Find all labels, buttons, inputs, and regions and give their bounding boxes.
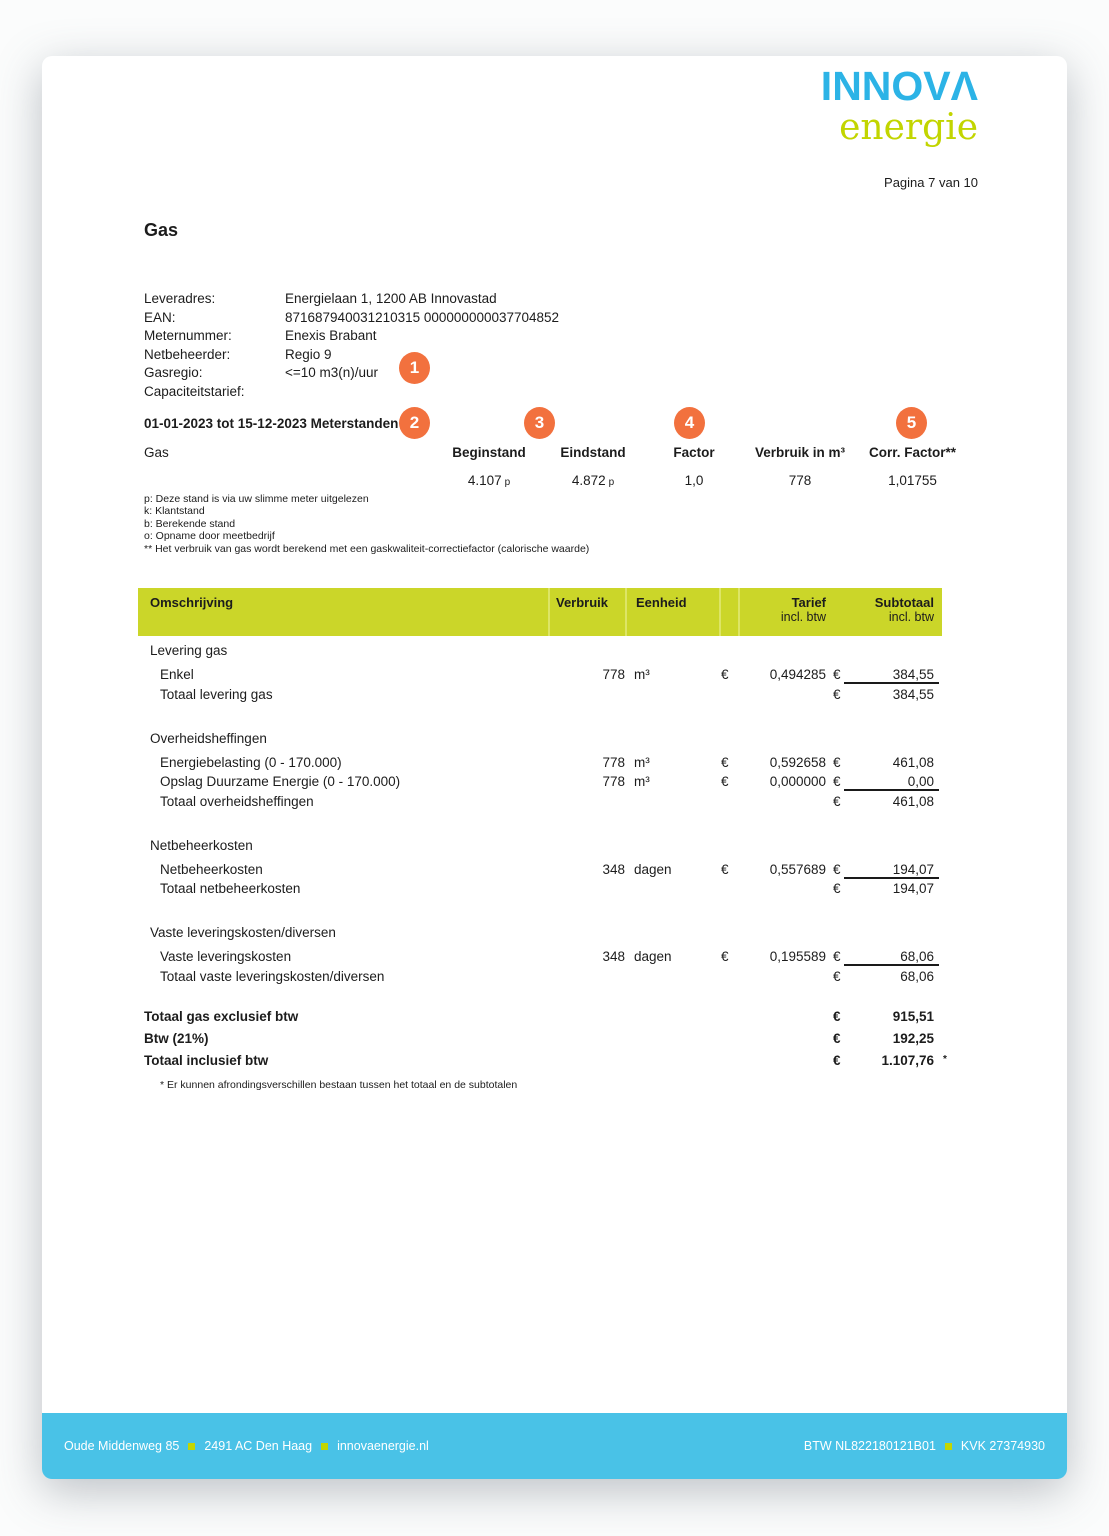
column-header-subtotaal-label: Subtotaal [874,595,934,610]
item-eenheid: dagen [634,949,672,964]
cost-table-body [138,643,948,989]
meter-value [548,471,638,492]
meter-value-suffix: p [504,477,511,488]
meter-column-header: Verbruik in m³ [754,445,846,460]
grand-total-label: Btw (21%) [144,1030,209,1046]
marker-3: 3 [524,407,555,439]
item-tarief: 0,494285 [769,667,826,682]
currency-symbol: € [833,754,841,770]
section-total-value: 194,07 [892,881,934,896]
currency-symbol: € [721,949,729,964]
grand-total-value: 1.107,76 [881,1052,934,1068]
grand-total-row [138,1053,948,1075]
meter-value-number: 4.872 [571,473,606,488]
column-header-subtotaal [844,588,939,636]
brand-logo [820,63,978,148]
meter-column-header: Corr. Factor** [868,445,957,460]
section-total-label: Totaal overheidsheffingen [160,793,314,809]
currency-symbol: € [833,968,841,984]
footer-item: Oude Middenweg 85 [64,1439,180,1453]
meter-footnote: ** Het verbruik van gas wordt berekend met een gaskwaliteit-correctiefactor (calorische waarde) [144,542,590,555]
item-label: Vaste leveringskosten [160,949,292,964]
meter-value-number: 4.107 [467,473,502,488]
footer-item: BTW NL822180121B01 [803,1439,936,1453]
detail-label: Leveradres: [144,291,216,306]
section-total-label: Totaal netbeheerkosten [160,881,301,896]
row-fill [939,1031,942,1053]
section-total-row [138,969,948,989]
meter-values-row [144,471,975,492]
meter-value-number: 1,0 [684,473,704,488]
marker-2: 2 [399,407,430,439]
supply-details [144,290,559,402]
currency-symbol: € [833,1008,841,1024]
meter-value-number: 1,01755 [888,473,937,488]
rounding-note: * Er kunnen afrondingsverschillen bestaan tussen het totaal en de subtotalen [160,1078,518,1091]
column-header-eenheid: Eenheid [625,588,719,636]
detail-label: Gasregio: [144,365,203,381]
currency-symbol: € [833,861,841,877]
footer-item: innovaenergie.nl [337,1439,429,1453]
currency-symbol: € [833,793,841,809]
section-name: Vaste leveringskosten/diversen [150,925,336,940]
cost-item-row [138,774,948,794]
column-header-tarief-sub: incl. btw [780,610,826,624]
detail-label: Netbeheerder: [144,346,231,362]
meter-row-label: Gas [144,445,169,460]
cost-table-header [138,588,942,636]
meter-footnote: b: Berekende stand [144,517,236,530]
detail-row [144,290,559,309]
column-header-gap [719,588,738,636]
asterisk-mark: * [943,1053,947,1065]
item-verbruik: 778 [602,667,625,682]
footer-separator-square [188,1443,195,1450]
meter-column-header: Factor [673,445,715,460]
meter-footnote: k: Klantstand [144,505,205,518]
item-tarief: 0,195589 [769,949,826,964]
marker-4: 4 [674,407,705,439]
detail-label: EAN: [144,309,176,325]
meter-value [750,471,850,492]
meter-value [850,471,975,492]
currency-symbol: € [721,667,729,682]
section-total-value: 461,08 [892,793,934,809]
grand-total-label: Totaal inclusief btw [144,1052,269,1068]
meter-footnote: p: Deze stand is via uw slimme meter uitgelezen [144,493,369,505]
meter-footnotes [144,493,589,555]
section-name: Levering gas [150,643,228,658]
currency-symbol: € [833,949,841,964]
section-total-row [138,794,948,814]
cost-item-row [138,667,948,687]
meter-value-suffix: p [608,477,615,488]
row-fill [939,1053,947,1075]
marker-5: 5 [896,407,927,439]
item-label: Netbeheerkosten [160,861,263,877]
item-label: Energiebelasting (0 - 170.000) [160,754,342,770]
column-header-tarief [738,588,826,636]
marker-1: 1 [399,352,430,384]
meter-value [638,471,750,492]
footer-left [64,1439,429,1453]
section-total-value: 68,06 [900,968,934,984]
item-label: Opslag Duurzame Energie (0 - 170.000) [160,774,401,789]
meter-value-number: 778 [788,473,812,488]
currency-symbol: € [833,1030,841,1046]
item-eenheid: dagen [634,861,672,877]
column-header-subtotaal-sub: incl. btw [888,610,934,624]
footer-bar [42,1413,1067,1479]
meter-readings-table [144,443,975,492]
item-subtotaal: 68,06 [844,949,939,966]
column-header-tarief-label: Tarief [791,595,826,610]
currency-symbol: € [833,686,841,702]
grand-total-value: 915,51 [892,1008,934,1024]
currency-symbol: € [833,774,841,789]
cost-item-row [138,949,948,969]
meter-values-spacer [144,471,430,492]
detail-value: Enexis Brabant [285,328,377,344]
item-subtotaal: 0,00 [844,774,939,791]
currency-symbol: € [721,774,729,789]
section-total-label: Totaal vaste leveringskosten/diversen [160,968,385,984]
grand-totals [138,1009,948,1075]
detail-value: Regio 9 [285,346,332,362]
item-verbruik: 778 [602,774,625,789]
item-eenheid: m³ [634,667,650,682]
item-subtotaal: 461,08 [892,754,934,770]
column-header-omschrijving: Omschrijving [150,595,234,610]
grand-total-label: Totaal gas exclusief btw [144,1008,299,1024]
section-total-value: 384,55 [892,686,934,702]
item-eenheid: m³ [634,774,650,789]
currency-symbol: € [833,1052,841,1068]
detail-row [144,346,559,365]
section-total-row [138,687,948,707]
detail-row [144,364,559,383]
page-title: Gas [144,220,179,240]
currency-symbol: € [721,754,729,770]
section-total-label: Totaal levering gas [160,686,273,702]
column-header-verbruik: Verbruik [548,588,625,636]
section-name: Overheidsheffingen [150,730,267,746]
meter-readings-heading: 01-01-2023 tot 15-12-2023 Meterstanden [144,416,399,431]
cost-item-row [138,755,948,775]
row-fill [939,1009,942,1031]
footer-item: KVK 27374930 [960,1439,1045,1453]
meter-footnote: o: Opname door meetbedrijf [144,530,275,543]
item-tarief: 0,592658 [769,754,826,770]
section-total-row [138,881,948,901]
currency-symbol: € [833,881,841,896]
item-verbruik: 348 [602,861,625,877]
footer-right [804,1439,1045,1453]
item-label: Enkel [160,667,194,682]
footer-separator-square [321,1443,328,1450]
detail-row [144,327,559,346]
meter-value [430,471,548,492]
detail-label: Capaciteitstarief: [144,383,245,399]
item-verbruik: 778 [602,754,625,770]
cost-table [138,588,948,1091]
item-eenheid: m³ [634,754,650,770]
cost-item-row [138,862,948,882]
meter-column-header: Beginstand [452,445,526,460]
item-subtotaal: 384,55 [844,667,939,684]
detail-value: Energielaan 1, 1200 AB Innovastad [285,291,497,306]
grand-total-row [138,1009,948,1031]
meter-column-header: Eindstand [560,445,626,460]
brand-logo-innova: INNOVΛ [820,63,978,109]
page-indicator: Pagina 7 van 10 [884,175,978,190]
item-tarief: 0,000000 [769,774,826,789]
item-tarief: 0,557689 [769,861,826,877]
item-verbruik: 348 [602,949,625,964]
column-header-gap2 [826,588,844,636]
detail-row [144,309,559,328]
meter-header-row [144,443,975,462]
currency-symbol: € [721,861,729,877]
currency-symbol: € [833,667,841,682]
detail-label: Meternummer: [144,328,232,344]
document-page [42,56,1067,1479]
detail-value: 871687940031210315 000000000037704852 [285,309,560,325]
grand-total-value: 192,25 [892,1030,934,1046]
footer-item: 2491 AC Den Haag [204,1439,313,1453]
grand-total-row [138,1031,948,1053]
brand-logo-energie: energie [839,107,978,148]
detail-value: <=10 m3(n)/uur [285,365,379,381]
item-subtotaal: 194,07 [844,862,939,879]
detail-row [144,383,559,402]
section-name: Netbeheerkosten [150,837,253,853]
footer-separator-square [945,1443,952,1450]
